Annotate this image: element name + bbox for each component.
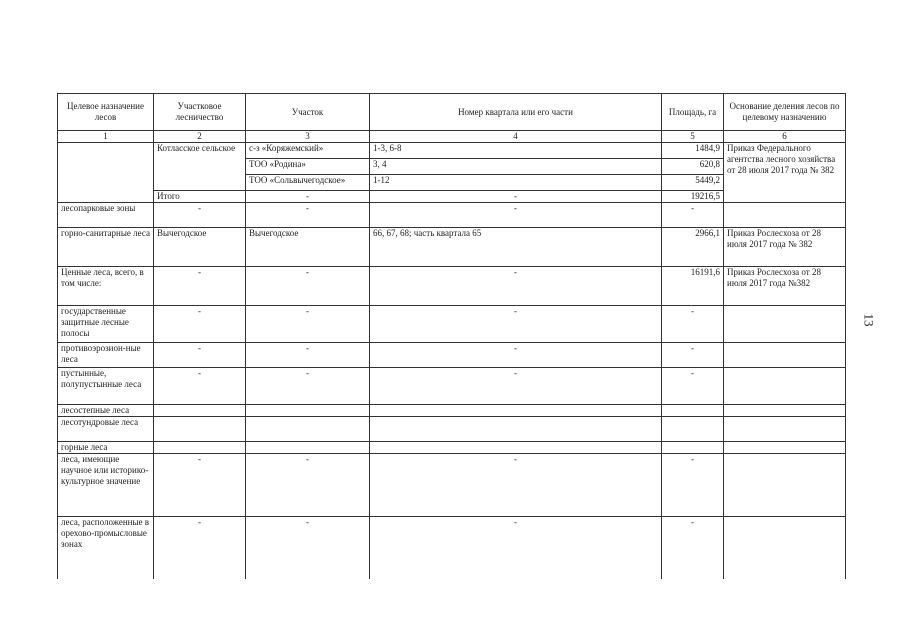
forestry-cell <box>154 442 246 454</box>
area-cell: - <box>662 454 724 517</box>
page-number: 13 <box>861 313 877 327</box>
header-forestry: Участковое лесничество <box>154 94 246 131</box>
col-number: 5 <box>662 131 724 143</box>
site-cell <box>246 417 370 442</box>
purpose-cell: пустынные, полупустынные леса <box>58 368 154 405</box>
table-row <box>58 517 846 579</box>
quarters-cell <box>370 442 662 454</box>
quarters-cell: - <box>370 203 662 228</box>
site-cell: ТОО «Сольвычегодское» <box>246 175 370 191</box>
basis-cell <box>724 417 846 442</box>
table-row <box>58 267 846 306</box>
purpose-cell: лесопарковые зоны <box>58 203 154 228</box>
site-cell <box>246 442 370 454</box>
area-cell <box>662 442 724 454</box>
forestry-cell: - <box>154 306 246 343</box>
col-number: 2 <box>154 131 246 143</box>
basis-cell <box>724 405 846 417</box>
site-cell: - <box>246 267 370 306</box>
area-cell: 620,8 <box>662 159 724 175</box>
area-cell <box>662 405 724 417</box>
site-cell: - <box>246 517 370 579</box>
col-number: 4 <box>370 131 662 143</box>
table-row <box>58 306 846 343</box>
header-row <box>58 94 846 131</box>
site-cell: с-з «Коряжемский» <box>246 143 370 159</box>
area-cell: - <box>662 306 724 343</box>
purpose-cell: Ценные леса, всего, в том числе: <box>58 267 154 306</box>
site-cell: - <box>246 306 370 343</box>
area-cell: - <box>662 517 724 579</box>
quarters-cell: 66, 67, 68; часть квартала 65 <box>370 228 662 267</box>
table-row <box>58 442 846 454</box>
quarters-cell: - <box>370 517 662 579</box>
header-area: Площадь, га <box>662 94 724 131</box>
table-row <box>58 368 846 405</box>
quarters-cell: - <box>370 343 662 368</box>
quarters-cell: - <box>370 267 662 306</box>
area-cell: 2966,1 <box>662 228 724 267</box>
header-quarters: Номер квартала или его части <box>370 94 662 131</box>
basis-cell: Приказ Рослесхоза от 28 июля 2017 года №382 <box>724 267 846 306</box>
quarters-cell: 1-12 <box>370 175 662 191</box>
forestry-cell: - <box>154 203 246 228</box>
site-cell: ТОО «Родина» <box>246 159 370 175</box>
quarters-cell: 1-3, 6-8 <box>370 143 662 159</box>
basis-cell <box>724 454 846 517</box>
site-cell: - <box>246 454 370 517</box>
forestry-cell: - <box>154 343 246 368</box>
purpose-cell: горные леса <box>58 442 154 454</box>
header-site: Участок <box>246 94 370 131</box>
table-row <box>58 143 846 159</box>
table-row <box>58 203 846 228</box>
purpose-cell: государственные защитные лесные полосы <box>58 306 154 343</box>
site-cell: - <box>246 343 370 368</box>
area-cell: 19216,5 <box>662 191 724 203</box>
area-cell: 1484,9 <box>662 143 724 159</box>
forestry-cell: - <box>154 368 246 405</box>
area-cell: - <box>662 343 724 368</box>
basis-cell <box>724 368 846 405</box>
forestry-cell <box>154 417 246 442</box>
area-cell: - <box>662 368 724 405</box>
table-row <box>58 417 846 442</box>
area-cell: 16191,6 <box>662 267 724 306</box>
forestry-cell: Котласское сельское <box>154 143 246 191</box>
basis-cell <box>724 442 846 454</box>
purpose-cell: противоэрозион-ные леса <box>58 343 154 368</box>
basis-cell <box>724 306 846 343</box>
forestry-cell: - <box>154 517 246 579</box>
purpose-cell: леса, расположенные в орехово-промысловые зонах <box>58 517 154 579</box>
header-purpose: Целевое назначение лесов <box>58 94 154 131</box>
table-row <box>58 454 846 517</box>
area-cell <box>662 417 724 442</box>
table-row <box>58 228 846 267</box>
total-label: Итого <box>154 191 246 203</box>
purpose-cell: леса, имеющие научное или историко-культурное значение <box>58 454 154 517</box>
forestry-cell: - <box>154 267 246 306</box>
quarters-cell: 3, 4 <box>370 159 662 175</box>
forestry-cell <box>154 405 246 417</box>
purpose-cell: лесостепные леса <box>58 405 154 417</box>
basis-cell: Приказ Федерального агентства лесного хозяйства от 28 июля 2017 года № 382 <box>724 143 846 203</box>
site-cell: - <box>246 191 370 203</box>
quarters-cell <box>370 405 662 417</box>
col-number: 1 <box>58 131 154 143</box>
basis-cell <box>724 343 846 368</box>
site-cell: Вычегодское <box>246 228 370 267</box>
site-cell <box>246 405 370 417</box>
basis-cell: Приказ Рослесхоза от 28 июля 2017 года № 382 <box>724 228 846 267</box>
quarters-cell <box>370 417 662 442</box>
forest-purpose-table <box>57 93 846 579</box>
forestry-cell: - <box>154 454 246 517</box>
quarters-cell: - <box>370 191 662 203</box>
area-cell: - <box>662 203 724 228</box>
col-number: 3 <box>246 131 370 143</box>
table-row <box>58 343 846 368</box>
quarters-cell: - <box>370 368 662 405</box>
purpose-cell: горно-санитарные леса <box>58 228 154 267</box>
header-basis: Основание деления лесов по целевому назначению <box>724 94 846 131</box>
col-number: 6 <box>724 131 846 143</box>
purpose-cell: лесотундровые леса <box>58 417 154 442</box>
quarters-cell: - <box>370 306 662 343</box>
site-cell: - <box>246 203 370 228</box>
quarters-cell: - <box>370 454 662 517</box>
purpose-cell <box>58 143 154 203</box>
basis-cell <box>724 203 846 228</box>
table-row <box>58 405 846 417</box>
area-cell: 5449,2 <box>662 175 724 191</box>
site-cell: - <box>246 368 370 405</box>
basis-cell <box>724 517 846 579</box>
forestry-cell: Вычегодское <box>154 228 246 267</box>
column-number-row <box>58 131 846 143</box>
